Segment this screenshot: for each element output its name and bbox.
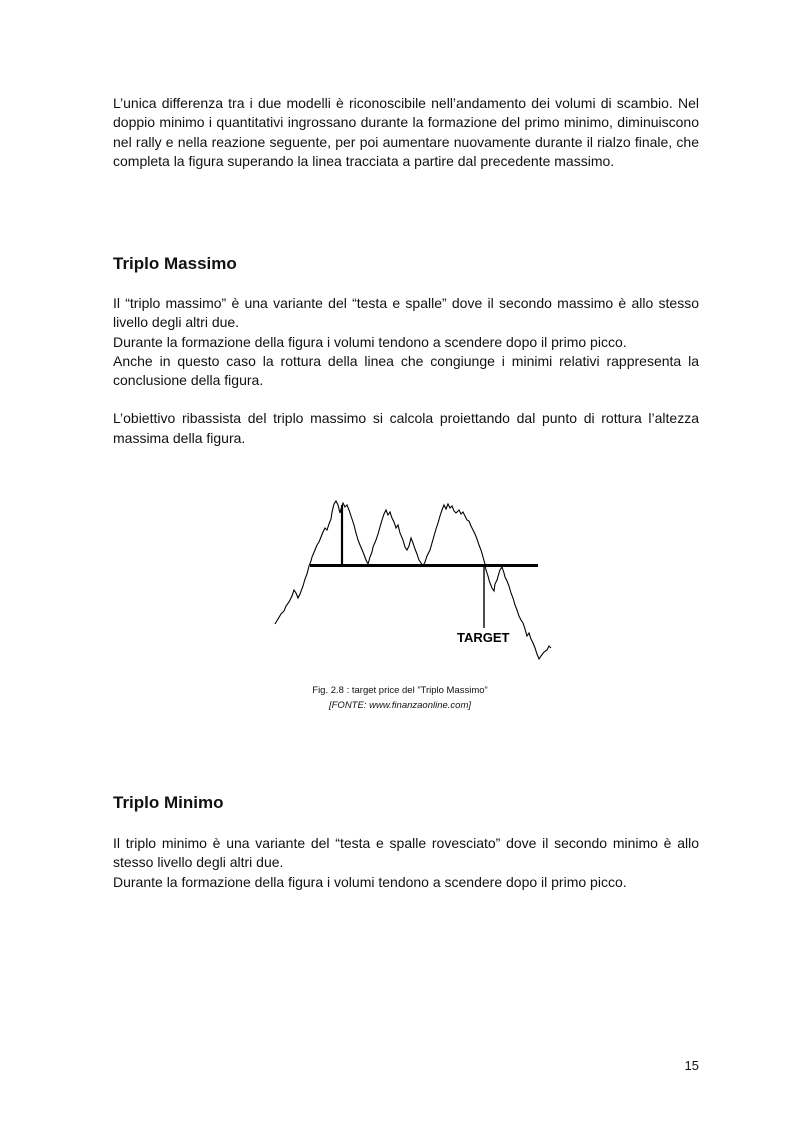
paragraph: Durante la formazione della figura i volumi tendono a scendere dopo il primo picco. xyxy=(113,873,627,890)
figure-caption xyxy=(250,683,550,713)
paragraph: Il “triplo massimo” è una variante del “testa e spalle” dove il secondo massimo è allo stesso livello degli altri due. xyxy=(113,295,699,331)
intro-section xyxy=(113,94,699,171)
price-line xyxy=(275,501,551,659)
heading-triplo-massimo: Triplo Massimo xyxy=(113,254,237,273)
triple-top-diagram xyxy=(270,492,560,666)
paragraph: Anche in questo caso la rottura della linea che congiunge i minimi relativi rappresenta la conclusione della figura. xyxy=(113,352,699,389)
page-number: 15 xyxy=(684,1058,699,1073)
caption-source: [FONTE: www.finanzaonline.com] xyxy=(328,700,472,711)
paragraph: Durante la formazione della figura i volumi tendono a scendere dopo il primo picco. xyxy=(113,333,627,350)
heading-triplo-minimo: Triplo Minimo xyxy=(113,793,224,812)
caption-text: Fig. 2.8 : target price del ”Triplo Massimo” xyxy=(312,685,488,696)
paragraph: L’obiettivo ribassista del triplo massimo si calcola proiettando dal punto di rottura l’altezza massima della figura. xyxy=(113,410,699,446)
triple-top-figure xyxy=(270,492,560,666)
triplo-massimo-body xyxy=(113,294,699,448)
intro-paragraph: L’unica differenza tra i due modelli è riconoscibile nell’andamento dei volumi di scambio. Nel doppio minimo i quantitativi ingrossano durante la formazione del primo minimo, diminuiscono nel rally e nella reazione seguente, per poi aumentare nuovamente durante il rialzo finale, che completa la figura superando la linea tracciata a partire dal precedente massimo. xyxy=(113,95,699,169)
triplo-minimo-body xyxy=(113,834,699,892)
target-label: TARGET xyxy=(457,630,510,645)
paragraph: Il triplo minimo è una variante del “testa e spalle rovesciato” dove il secondo minimo è allo stesso livello degli altri due. xyxy=(113,835,699,871)
